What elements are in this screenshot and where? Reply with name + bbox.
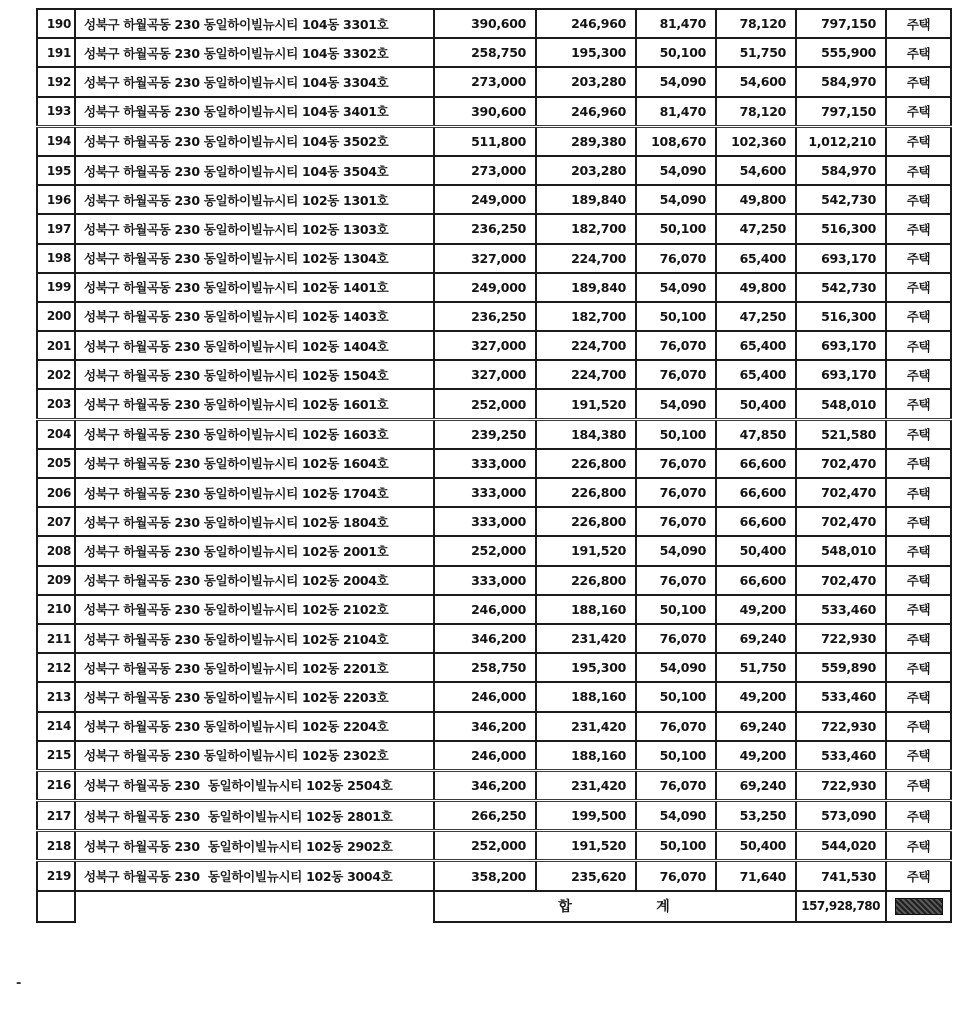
value1-cell: 273,000: [434, 67, 536, 96]
value2-cell: 231,420: [536, 770, 636, 800]
total-value-cell: 573,090: [796, 801, 886, 831]
value2-cell: 188,160: [536, 741, 636, 771]
total-value-cell: 722,930: [796, 624, 886, 653]
address-cell: 성북구 하월곡동 230 동일하이빌뉴시티 102동 2302호: [75, 741, 434, 771]
value3-cell: 76,070: [636, 861, 716, 891]
total-value-cell: 693,170: [796, 331, 886, 360]
value3-cell: 76,070: [636, 360, 716, 389]
address-cell: 성북구 하월곡동 230 동일하이빌뉴시티 102동 2201호: [75, 653, 434, 682]
address-cell: 성북구 하월곡동 230 동일하이빌뉴시티 102동 2902호: [75, 831, 434, 861]
table-row: [37, 653, 951, 682]
row-number-cell: 197: [37, 214, 75, 243]
total-row-number-cell: [37, 891, 75, 922]
value4-cell: 49,800: [716, 273, 796, 302]
type-cell: 주택: [886, 419, 951, 449]
row-number-cell: 205: [37, 449, 75, 478]
type-cell: 주택: [886, 478, 951, 507]
value3-cell: 54,090: [636, 653, 716, 682]
value4-cell: 69,240: [716, 770, 796, 800]
value1-cell: 252,000: [434, 536, 536, 565]
value2-cell: 195,300: [536, 653, 636, 682]
row-number-cell: 203: [37, 389, 75, 419]
value1-cell: 252,000: [434, 831, 536, 861]
total-amount: 157,928,780: [796, 891, 886, 922]
address-cell: 성북구 하월곡동 230 동일하이빌뉴시티 104동 3302호: [75, 38, 434, 67]
value3-cell: 76,070: [636, 624, 716, 653]
value3-cell: 54,090: [636, 67, 716, 96]
value2-cell: 199,500: [536, 801, 636, 831]
value1-cell: 266,250: [434, 801, 536, 831]
value1-cell: 333,000: [434, 566, 536, 595]
value3-cell: 50,100: [636, 302, 716, 331]
row-number-cell: 215: [37, 741, 75, 771]
type-cell: 주택: [886, 156, 951, 185]
total-value-cell: 516,300: [796, 302, 886, 331]
value2-cell: 189,840: [536, 273, 636, 302]
total-value-cell: 516,300: [796, 214, 886, 243]
type-cell: 주택: [886, 770, 951, 800]
row-number-cell: 209: [37, 566, 75, 595]
table-row: [37, 389, 951, 419]
value1-cell: 346,200: [434, 712, 536, 741]
total-value-cell: 548,010: [796, 389, 886, 419]
row-number-cell: 195: [37, 156, 75, 185]
table-row: [37, 624, 951, 653]
total-value-cell: 548,010: [796, 536, 886, 565]
row-number-cell: 210: [37, 595, 75, 624]
value1-cell: 327,000: [434, 331, 536, 360]
table-row: [37, 67, 951, 96]
value4-cell: 78,120: [716, 9, 796, 38]
value4-cell: 66,600: [716, 449, 796, 478]
value4-cell: 47,850: [716, 419, 796, 449]
value1-cell: 252,000: [434, 389, 536, 419]
type-cell: 주택: [886, 801, 951, 831]
value4-cell: 53,250: [716, 801, 796, 831]
value1-cell: 249,000: [434, 273, 536, 302]
value4-cell: 49,200: [716, 682, 796, 711]
row-number-cell: 206: [37, 478, 75, 507]
type-cell: 주택: [886, 741, 951, 771]
type-cell: 주택: [886, 126, 951, 156]
row-number-cell: 212: [37, 653, 75, 682]
value2-cell: 224,700: [536, 360, 636, 389]
type-cell: 주택: [886, 536, 951, 565]
value2-cell: 231,420: [536, 624, 636, 653]
row-number-cell: 202: [37, 360, 75, 389]
total-value-cell: 1,012,210: [796, 126, 886, 156]
address-cell: 성북구 하월곡동 230 동일하이빌뉴시티 102동 1504호: [75, 360, 434, 389]
address-cell: 성북구 하월곡동 230 동일하이빌뉴시티 104동 3502호: [75, 126, 434, 156]
type-cell: 주택: [886, 360, 951, 389]
value1-cell: 236,250: [434, 302, 536, 331]
value4-cell: 66,600: [716, 566, 796, 595]
table-row: [37, 831, 951, 861]
total-value-cell: 559,890: [796, 653, 886, 682]
total-value-cell: 555,900: [796, 38, 886, 67]
total-value-cell: 693,170: [796, 360, 886, 389]
table-row: [37, 536, 951, 565]
redacted-cell: [886, 891, 951, 922]
value4-cell: 78,120: [716, 97, 796, 127]
value4-cell: 65,400: [716, 331, 796, 360]
value4-cell: 47,250: [716, 214, 796, 243]
total-row: [37, 891, 951, 922]
value3-cell: 54,090: [636, 156, 716, 185]
table-row: [37, 97, 951, 127]
value3-cell: 108,670: [636, 126, 716, 156]
total-value-cell: 542,730: [796, 273, 886, 302]
value1-cell: 249,000: [434, 185, 536, 214]
address-cell: 성북구 하월곡동 230 동일하이빌뉴시티 102동 1603호: [75, 419, 434, 449]
address-cell: 성북구 하월곡동 230 동일하이빌뉴시티 102동 3004호: [75, 861, 434, 891]
total-value-cell: 797,150: [796, 9, 886, 38]
total-value-cell: 702,470: [796, 478, 886, 507]
value1-cell: 246,000: [434, 682, 536, 711]
value2-cell: 226,800: [536, 478, 636, 507]
table-row: [37, 331, 951, 360]
value1-cell: 327,000: [434, 244, 536, 273]
value3-cell: 76,070: [636, 331, 716, 360]
address-cell: 성북구 하월곡동 230 동일하이빌뉴시티 102동 2203호: [75, 682, 434, 711]
value3-cell: 76,070: [636, 566, 716, 595]
value4-cell: 69,240: [716, 712, 796, 741]
address-cell: 성북구 하월곡동 230 동일하이빌뉴시티 102동 1303호: [75, 214, 434, 243]
table-row: [37, 478, 951, 507]
redaction-mark: [895, 898, 943, 915]
type-cell: 주택: [886, 712, 951, 741]
value3-cell: 50,100: [636, 214, 716, 243]
type-cell: 주택: [886, 67, 951, 96]
value2-cell: 191,520: [536, 536, 636, 565]
value3-cell: 76,070: [636, 507, 716, 536]
value1-cell: 511,800: [434, 126, 536, 156]
row-number-cell: 219: [37, 861, 75, 891]
total-value-cell: 702,470: [796, 566, 886, 595]
table-row: [37, 682, 951, 711]
type-cell: 주택: [886, 861, 951, 891]
total-value-cell: 533,460: [796, 741, 886, 771]
value4-cell: 54,600: [716, 67, 796, 96]
address-cell: 성북구 하월곡동 230 동일하이빌뉴시티 102동 1304호: [75, 244, 434, 273]
address-cell: 성북구 하월곡동 230 동일하이빌뉴시티 102동 2504호: [75, 770, 434, 800]
assessment-table: [36, 8, 952, 923]
value4-cell: 49,200: [716, 595, 796, 624]
row-number-cell: 213: [37, 682, 75, 711]
value1-cell: 246,000: [434, 595, 536, 624]
value1-cell: 346,200: [434, 624, 536, 653]
value2-cell: 184,380: [536, 419, 636, 449]
value2-cell: 182,700: [536, 214, 636, 243]
table-row: [37, 449, 951, 478]
table-row: [37, 156, 951, 185]
total-value-cell: 544,020: [796, 831, 886, 861]
row-number-cell: 201: [37, 331, 75, 360]
table-row: [37, 9, 951, 38]
total-value-cell: 521,580: [796, 419, 886, 449]
value4-cell: 49,200: [716, 741, 796, 771]
value2-cell: 191,520: [536, 831, 636, 861]
type-cell: 주택: [886, 214, 951, 243]
row-number-cell: 198: [37, 244, 75, 273]
type-cell: 주택: [886, 682, 951, 711]
value1-cell: 333,000: [434, 507, 536, 536]
value2-cell: 224,700: [536, 331, 636, 360]
type-cell: 주택: [886, 9, 951, 38]
value1-cell: 246,000: [434, 741, 536, 771]
address-cell: 성북구 하월곡동 230 동일하이빌뉴시티 102동 1804호: [75, 507, 434, 536]
total-value-cell: 702,470: [796, 449, 886, 478]
value3-cell: 76,070: [636, 712, 716, 741]
value1-cell: 358,200: [434, 861, 536, 891]
value3-cell: 81,470: [636, 9, 716, 38]
value3-cell: 54,090: [636, 801, 716, 831]
value2-cell: 224,700: [536, 244, 636, 273]
type-cell: 주택: [886, 653, 951, 682]
address-cell: 성북구 하월곡동 230 동일하이빌뉴시티 102동 2104호: [75, 624, 434, 653]
value4-cell: 50,400: [716, 831, 796, 861]
type-cell: 주택: [886, 831, 951, 861]
address-cell: 성북구 하월곡동 230 동일하이빌뉴시티 104동 3304호: [75, 67, 434, 96]
value1-cell: 333,000: [434, 478, 536, 507]
table-row: [37, 214, 951, 243]
row-number-cell: 207: [37, 507, 75, 536]
table-row: [37, 360, 951, 389]
value4-cell: 54,600: [716, 156, 796, 185]
value3-cell: 81,470: [636, 97, 716, 127]
value2-cell: 191,520: [536, 389, 636, 419]
row-number-cell: 192: [37, 67, 75, 96]
value2-cell: 188,160: [536, 682, 636, 711]
row-number-cell: 196: [37, 185, 75, 214]
total-row-spacer: [75, 891, 434, 922]
type-cell: 주택: [886, 38, 951, 67]
value4-cell: 69,240: [716, 624, 796, 653]
type-cell: 주택: [886, 273, 951, 302]
total-value-cell: 693,170: [796, 244, 886, 273]
table-row: [37, 419, 951, 449]
value2-cell: 226,800: [536, 507, 636, 536]
value2-cell: 195,300: [536, 38, 636, 67]
type-cell: 주택: [886, 389, 951, 419]
page-bottom-mark: -: [16, 976, 22, 991]
value1-cell: 273,000: [434, 156, 536, 185]
value4-cell: 102,360: [716, 126, 796, 156]
address-cell: 성북구 하월곡동 230 동일하이빌뉴시티 102동 1604호: [75, 449, 434, 478]
row-number-cell: 214: [37, 712, 75, 741]
value3-cell: 50,100: [636, 831, 716, 861]
total-value-cell: 797,150: [796, 97, 886, 127]
value2-cell: 231,420: [536, 712, 636, 741]
type-cell: 주택: [886, 302, 951, 331]
address-cell: 성북구 하월곡동 230 동일하이빌뉴시티 102동 1404호: [75, 331, 434, 360]
address-cell: 성북구 하월곡동 230 동일하이빌뉴시티 102동 2801호: [75, 801, 434, 831]
value3-cell: 76,070: [636, 770, 716, 800]
value4-cell: 51,750: [716, 38, 796, 67]
table-row: [37, 595, 951, 624]
table-row: [37, 801, 951, 831]
address-cell: 성북구 하월곡동 230 동일하이빌뉴시티 102동 2102호: [75, 595, 434, 624]
type-cell: 주택: [886, 97, 951, 127]
total-value-cell: 533,460: [796, 595, 886, 624]
value1-cell: 327,000: [434, 360, 536, 389]
value2-cell: 246,960: [536, 97, 636, 127]
value1-cell: 390,600: [434, 97, 536, 127]
address-cell: 성북구 하월곡동 230 동일하이빌뉴시티 102동 2004호: [75, 566, 434, 595]
row-number-cell: 211: [37, 624, 75, 653]
value1-cell: 333,000: [434, 449, 536, 478]
value2-cell: 226,800: [536, 566, 636, 595]
value4-cell: 71,640: [716, 861, 796, 891]
type-cell: 주택: [886, 595, 951, 624]
row-number-cell: 193: [37, 97, 75, 127]
table-row: [37, 273, 951, 302]
row-number-cell: 199: [37, 273, 75, 302]
total-value-cell: 741,530: [796, 861, 886, 891]
address-cell: 성북구 하월곡동 230 동일하이빌뉴시티 102동 1403호: [75, 302, 434, 331]
total-value-cell: 584,970: [796, 156, 886, 185]
total-value-cell: 702,470: [796, 507, 886, 536]
value4-cell: 47,250: [716, 302, 796, 331]
address-cell: 성북구 하월곡동 230 동일하이빌뉴시티 104동 3301호: [75, 9, 434, 38]
value1-cell: 258,750: [434, 38, 536, 67]
value2-cell: 246,960: [536, 9, 636, 38]
address-cell: 성북구 하월곡동 230 동일하이빌뉴시티 102동 1601호: [75, 389, 434, 419]
value1-cell: 258,750: [434, 653, 536, 682]
table-row: [37, 861, 951, 891]
row-number-cell: 200: [37, 302, 75, 331]
table-row: [37, 566, 951, 595]
value2-cell: 203,280: [536, 156, 636, 185]
total-value-cell: 584,970: [796, 67, 886, 96]
value4-cell: 49,800: [716, 185, 796, 214]
value2-cell: 226,800: [536, 449, 636, 478]
value3-cell: 76,070: [636, 478, 716, 507]
total-value-cell: 533,460: [796, 682, 886, 711]
value3-cell: 54,090: [636, 185, 716, 214]
table-body: [37, 9, 951, 891]
type-cell: 주택: [886, 449, 951, 478]
type-cell: 주택: [886, 507, 951, 536]
type-cell: 주택: [886, 331, 951, 360]
value2-cell: 203,280: [536, 67, 636, 96]
row-number-cell: 217: [37, 801, 75, 831]
value2-cell: 182,700: [536, 302, 636, 331]
table-row: [37, 126, 951, 156]
type-cell: 주택: [886, 566, 951, 595]
address-cell: 성북구 하월곡동 230 동일하이빌뉴시티 104동 3401호: [75, 97, 434, 127]
value3-cell: 50,100: [636, 38, 716, 67]
value3-cell: 76,070: [636, 244, 716, 273]
address-cell: 성북구 하월곡동 230 동일하이빌뉴시티 102동 1704호: [75, 478, 434, 507]
value2-cell: 289,380: [536, 126, 636, 156]
table-row: [37, 741, 951, 771]
address-cell: 성북구 하월곡동 230 동일하이빌뉴시티 102동 2001호: [75, 536, 434, 565]
value3-cell: 50,100: [636, 595, 716, 624]
value3-cell: 50,100: [636, 419, 716, 449]
value3-cell: 50,100: [636, 682, 716, 711]
row-number-cell: 204: [37, 419, 75, 449]
value2-cell: 188,160: [536, 595, 636, 624]
total-value-cell: 722,930: [796, 770, 886, 800]
address-cell: 성북구 하월곡동 230 동일하이빌뉴시티 102동 1401호: [75, 273, 434, 302]
row-number-cell: 216: [37, 770, 75, 800]
row-number-cell: 218: [37, 831, 75, 861]
total-label: 합 계: [434, 891, 796, 922]
table-row: [37, 712, 951, 741]
value4-cell: 66,600: [716, 478, 796, 507]
document-scan: [36, 8, 950, 923]
value1-cell: 390,600: [434, 9, 536, 38]
total-value-cell: 722,930: [796, 712, 886, 741]
value1-cell: 236,250: [434, 214, 536, 243]
table-row: [37, 507, 951, 536]
row-number-cell: 191: [37, 38, 75, 67]
value4-cell: 65,400: [716, 244, 796, 273]
value3-cell: 54,090: [636, 536, 716, 565]
value4-cell: 66,600: [716, 507, 796, 536]
value1-cell: 239,250: [434, 419, 536, 449]
type-cell: 주택: [886, 624, 951, 653]
value2-cell: 189,840: [536, 185, 636, 214]
value4-cell: 51,750: [716, 653, 796, 682]
type-cell: 주택: [886, 244, 951, 273]
total-value-cell: 542,730: [796, 185, 886, 214]
table-row: [37, 770, 951, 800]
value3-cell: 54,090: [636, 389, 716, 419]
value4-cell: 50,400: [716, 389, 796, 419]
row-number-cell: 208: [37, 536, 75, 565]
address-cell: 성북구 하월곡동 230 동일하이빌뉴시티 102동 2204호: [75, 712, 434, 741]
value4-cell: 65,400: [716, 360, 796, 389]
value3-cell: 54,090: [636, 273, 716, 302]
address-cell: 성북구 하월곡동 230 동일하이빌뉴시티 104동 3504호: [75, 156, 434, 185]
row-number-cell: 190: [37, 9, 75, 38]
value3-cell: 76,070: [636, 449, 716, 478]
value3-cell: 50,100: [636, 741, 716, 771]
type-cell: 주택: [886, 185, 951, 214]
value2-cell: 235,620: [536, 861, 636, 891]
value1-cell: 346,200: [434, 770, 536, 800]
table-row: [37, 302, 951, 331]
table-row: [37, 244, 951, 273]
table-row: [37, 185, 951, 214]
table-row: [37, 38, 951, 67]
address-cell: 성북구 하월곡동 230 동일하이빌뉴시티 102동 1301호: [75, 185, 434, 214]
row-number-cell: 194: [37, 126, 75, 156]
value4-cell: 50,400: [716, 536, 796, 565]
